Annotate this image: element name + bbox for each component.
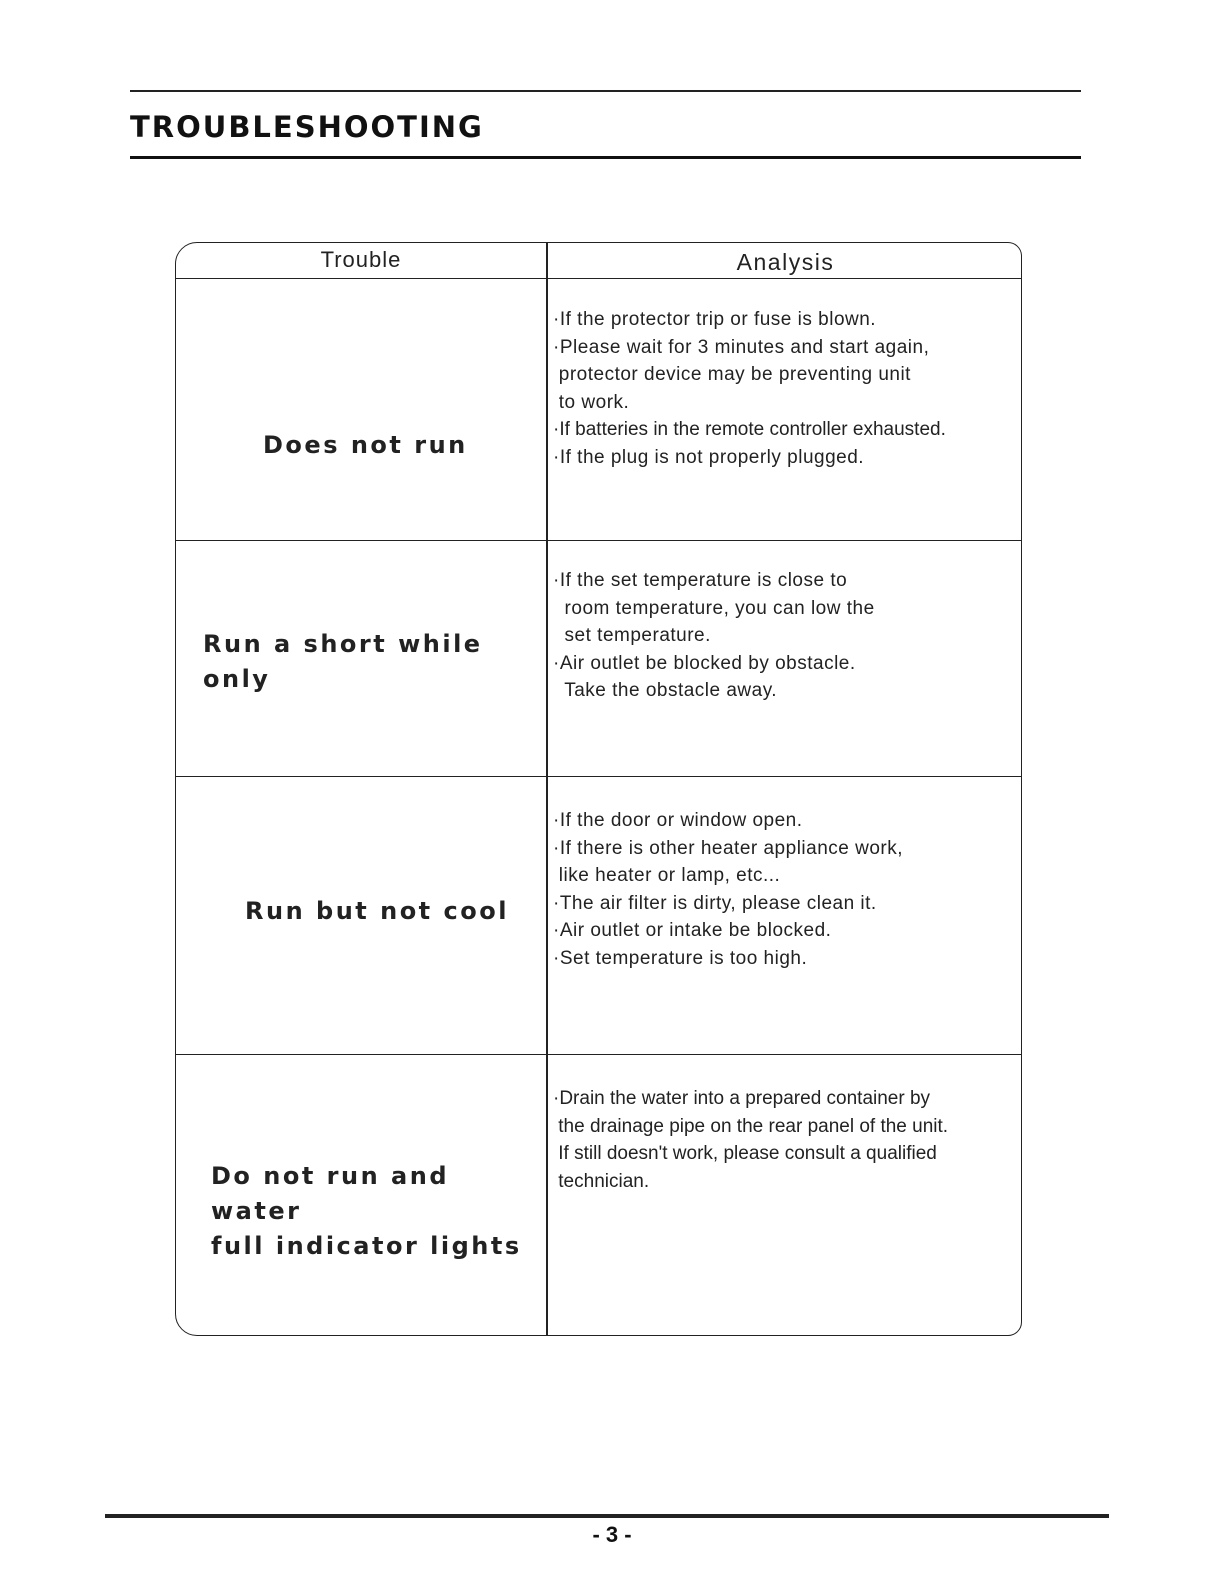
trouble-label: Run but not cool — [245, 897, 509, 925]
column-header-trouble: Trouble — [320, 247, 402, 272]
analysis-cell — [553, 777, 1023, 1054]
page-number: - 3 - — [592, 1522, 632, 1547]
analysis-line: Take the obstacle away. — [553, 680, 778, 701]
analysis-line: to work. — [553, 391, 630, 413]
analysis-line: ·If the set temperature is close to — [553, 570, 848, 591]
top-rule — [130, 90, 1081, 92]
trouble-label-line: Do not run and water — [211, 1162, 449, 1225]
analysis-line: like heater or lamp, etc... — [553, 865, 781, 886]
analysis-cell — [553, 541, 1023, 776]
page-title: TROUBLESHOOTING — [130, 110, 484, 144]
trouble-label: Run a short while only — [203, 630, 483, 693]
analysis-line: ·If the plug is not properly plugged. — [553, 446, 865, 468]
analysis-line: If still doesn't work, please consult a qualified — [553, 1143, 937, 1164]
trouble-label-line: full indicator lights — [211, 1232, 522, 1260]
analysis-line: ·Drain the water into a prepared container by — [553, 1088, 931, 1109]
trouble-cell — [176, 1055, 546, 1337]
analysis-line: ·Air outlet or intake be blocked. — [553, 920, 832, 941]
troubleshooting-table — [175, 242, 1022, 1336]
analysis-line: ·If the door or window open. — [553, 810, 803, 831]
analysis-line: room temperature, you can low the — [553, 597, 875, 619]
table-row — [176, 777, 1021, 1055]
analysis-line: ·Air outlet be blocked by obstacle. — [553, 652, 856, 674]
analysis-line: set temperature. — [553, 625, 711, 646]
table-row — [176, 1055, 1021, 1337]
analysis-line: ·Set temperature is too high. — [553, 947, 808, 969]
trouble-cell — [176, 777, 546, 1054]
column-header-analysis: Analysis — [736, 249, 835, 275]
bottom-rule — [105, 1514, 1109, 1518]
table-row — [176, 541, 1021, 777]
table-header-row — [176, 243, 1021, 279]
analysis-line: ·If the protector trip or fuse is blown. — [553, 309, 877, 330]
analysis-line: ·The air filter is dirty, please clean it. — [553, 892, 877, 914]
trouble-cell — [176, 279, 546, 540]
analysis-line: technician. — [553, 1170, 650, 1192]
table-row — [176, 279, 1021, 541]
trouble-cell — [176, 541, 546, 776]
analysis-line: ·If batteries in the remote controller exhausted. — [553, 419, 946, 440]
analysis-line: ·Please wait for 3 minutes and start again, — [553, 336, 930, 358]
title-rule — [130, 156, 1081, 159]
analysis-line: ·If there is other heater appliance work, — [553, 837, 904, 859]
analysis-line: protector device may be preventing unit — [553, 364, 911, 385]
analysis-cell — [553, 1055, 1023, 1337]
analysis-line: the drainage pipe on the rear panel of the unit. — [553, 1115, 949, 1137]
analysis-cell — [553, 279, 1023, 540]
trouble-label: Does not run — [263, 431, 468, 459]
